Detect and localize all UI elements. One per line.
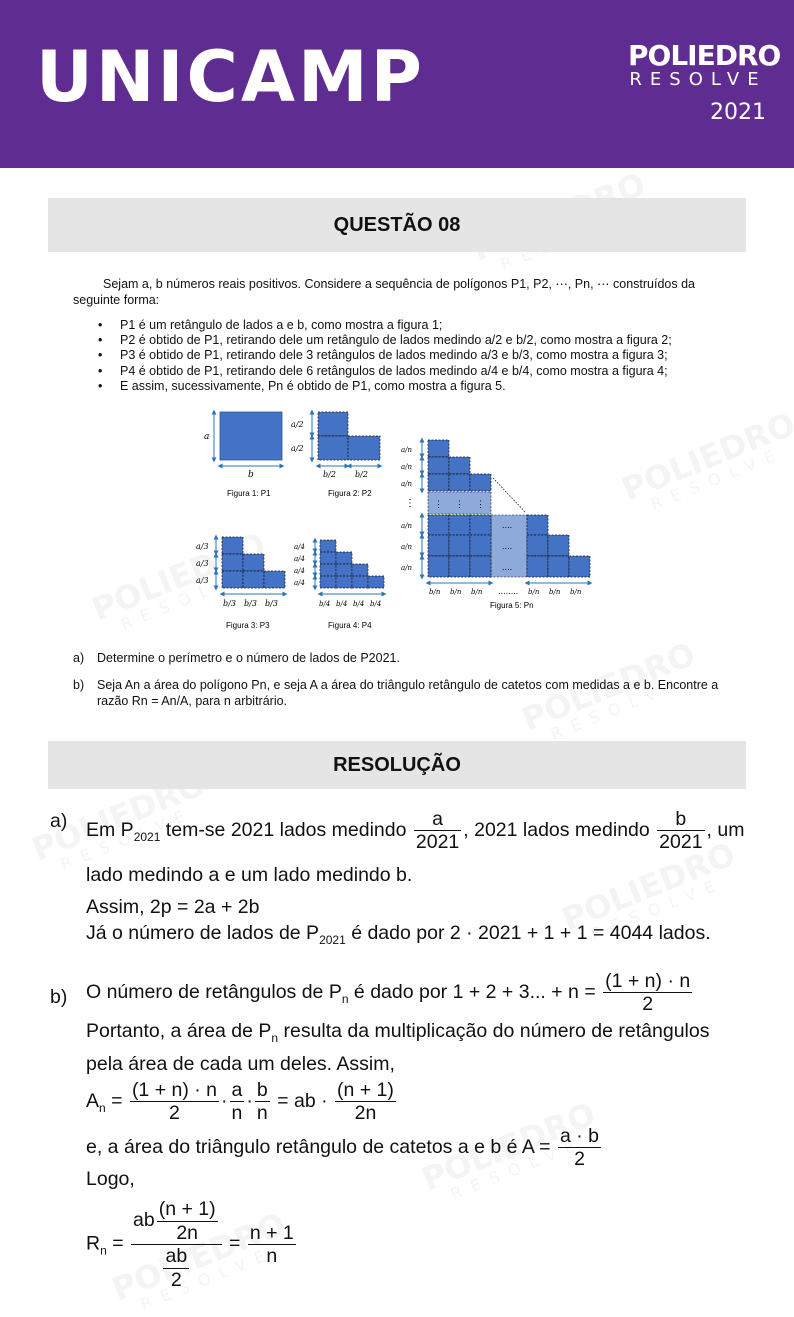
figure-3-label-b3: b/3 bbox=[244, 599, 257, 608]
fraction bbox=[157, 1198, 218, 1244]
denominator: 2 bbox=[642, 993, 654, 1016]
fraction bbox=[657, 808, 704, 854]
numerator: b bbox=[256, 1078, 268, 1101]
figure-3-polygon bbox=[222, 537, 285, 588]
figure-1-caption: Figura 1: P1 bbox=[227, 489, 271, 498]
denominator: 2n bbox=[354, 1102, 377, 1125]
text: ab · bbox=[293, 1089, 328, 1112]
text: é dado por 2 · 2021 + 1 + 1 = 4044 lados. bbox=[345, 921, 711, 944]
figure-5-polygon bbox=[428, 440, 491, 491]
figure-5-label-an: a/n bbox=[401, 564, 413, 572]
resolution-line bbox=[86, 808, 760, 854]
numerator: ab bbox=[165, 1245, 188, 1268]
resolution-part-b bbox=[50, 970, 760, 1291]
exam-title: UNICAMP bbox=[36, 36, 425, 118]
figure-3-caption: Figura 3: P3 bbox=[226, 621, 270, 630]
brand-tagline: RESOLVE bbox=[629, 69, 767, 90]
numerator: a bbox=[414, 808, 461, 831]
text: = bbox=[229, 1232, 241, 1255]
list-item: • P4 é obtido de P1, retirando dele 6 retângulos de lados medindo a/4 e b/4, como mostra a figura 4; bbox=[98, 364, 718, 379]
item-label: b) bbox=[73, 678, 85, 692]
list-item: • E assim, sucessivamente, Pn é obtido de P1, como mostra a figura 5. bbox=[98, 379, 718, 394]
fraction bbox=[603, 970, 692, 1016]
fraction bbox=[414, 808, 461, 854]
figure-3-label-b3: b/3 bbox=[223, 599, 236, 608]
item-label: a) bbox=[73, 651, 85, 665]
text: = bbox=[111, 1089, 123, 1112]
subscript: n bbox=[99, 1100, 106, 1115]
figure-5-label-an: a/n bbox=[401, 480, 413, 488]
denominator: 2n bbox=[176, 1221, 199, 1244]
numerator: n + 1 bbox=[249, 1221, 294, 1244]
figure-2-label-a2: a/2 bbox=[291, 444, 304, 453]
subscript: 2021 bbox=[319, 932, 346, 947]
brand-logo bbox=[628, 39, 781, 125]
subscript: n bbox=[271, 1030, 279, 1045]
question-intro: Sejam a, b números reais positivos. Considere a sequência de polígonos P1, P2, ⋯, Pn, ⋯ construídos da seguinte forma: bbox=[73, 277, 695, 307]
figure-3-label-b3: b/3 bbox=[265, 599, 278, 608]
text: Já o número de lados de P bbox=[86, 921, 320, 944]
figure-4-label-a4: a/4 bbox=[294, 555, 305, 563]
figure-5-vdots: ⋮ bbox=[455, 500, 464, 510]
question-item-a bbox=[73, 650, 723, 666]
header-banner bbox=[0, 0, 794, 168]
text: tem-se 2021 lados medindo bbox=[160, 819, 412, 842]
figure-5-label-an: a/n bbox=[401, 463, 413, 471]
item-text: Determine o perímetro e o número de lados de P2021. bbox=[97, 651, 400, 665]
denominator bbox=[131, 1245, 222, 1291]
resolution-line bbox=[86, 970, 760, 1016]
figure-2-polygon bbox=[318, 412, 380, 460]
list-item: • P2 é obtido de P1, retirando dele um retângulo de lados medindo a/2 e b/2, como mostra a figura 2; bbox=[98, 333, 718, 348]
numerator bbox=[131, 1198, 222, 1245]
text: resulta da multiplicação do número de retângulos bbox=[278, 1019, 710, 1042]
area-equation bbox=[86, 1079, 760, 1125]
numerator: a · b bbox=[559, 1124, 600, 1147]
fraction bbox=[130, 1079, 219, 1125]
figure-1-label-a: a bbox=[204, 432, 210, 442]
figure-4-caption: Figura 4: P4 bbox=[328, 621, 372, 630]
denominator: n bbox=[256, 1102, 268, 1125]
brand-name: POLIEDRO bbox=[628, 39, 781, 72]
numerator: (1 + n) · n bbox=[131, 1078, 218, 1101]
resolution-line: pela área de cada um deles. Assim, bbox=[86, 1052, 395, 1075]
text: · bbox=[221, 1089, 228, 1112]
figure-4-label-b4: b/4 bbox=[370, 600, 382, 608]
numerator: (n + 1) bbox=[337, 1078, 394, 1101]
figure-5-vdots: ⋮ bbox=[434, 500, 443, 510]
text: O número de retângulos de P bbox=[86, 981, 342, 1004]
text: , um bbox=[706, 819, 745, 842]
part-label: a) bbox=[50, 810, 68, 832]
figure-5-caption: Figura 5: Pn bbox=[490, 601, 534, 610]
figure-5-label-bn: b/n bbox=[549, 588, 561, 596]
figure-4-label-b4: b/4 bbox=[319, 600, 331, 608]
figure-5-dotted-diagonal bbox=[493, 478, 526, 513]
subscript: n bbox=[100, 1243, 107, 1258]
list-item: • P1 é um retângulo de lados a e b, como mostra a figura 1; bbox=[98, 318, 718, 333]
denominator: 2021 bbox=[415, 831, 460, 854]
denominator: n bbox=[266, 1245, 278, 1268]
figure-2-label-b2: b/2 bbox=[355, 470, 368, 479]
figure-3-label-a3: a/3 bbox=[196, 542, 209, 551]
figure-5-label-an: a/n bbox=[401, 543, 413, 551]
figure-4-label-a4: a/4 bbox=[294, 579, 305, 587]
compound-fraction bbox=[131, 1198, 222, 1291]
text: Em P bbox=[86, 819, 134, 842]
text: R bbox=[86, 1232, 101, 1255]
watermark-logo bbox=[618, 407, 794, 520]
text: ab bbox=[133, 1209, 155, 1232]
text: = bbox=[277, 1089, 289, 1112]
exam-year: 2021 bbox=[710, 99, 766, 125]
text: = bbox=[112, 1232, 124, 1255]
figure-1-rectangle bbox=[220, 412, 282, 460]
resolution-line bbox=[86, 1018, 760, 1051]
figure-2-caption: Figura 2: P2 bbox=[328, 489, 372, 498]
text: é dado por 1 + 2 + 3... + n = bbox=[348, 981, 596, 1004]
text: , 2021 lados medindo bbox=[463, 819, 656, 842]
fraction bbox=[255, 1079, 270, 1125]
resolution-line bbox=[86, 920, 760, 953]
polygon-figures bbox=[190, 400, 610, 640]
denominator: 2 bbox=[574, 1148, 585, 1170]
denominator: 2 bbox=[169, 1102, 180, 1125]
figure-5-label-bn: b/n bbox=[429, 588, 441, 596]
triangle-area-line bbox=[86, 1125, 760, 1171]
figure-5-hdots: ........ bbox=[498, 587, 519, 596]
figure-4-label-a4: a/4 bbox=[294, 543, 305, 551]
figure-2-label-a2: a/2 bbox=[291, 420, 304, 429]
text: e, a área do triângulo retângulo de catetos a e b é A = bbox=[86, 1135, 551, 1158]
subscript: 2021 bbox=[133, 829, 161, 844]
figure-4-polygon bbox=[320, 540, 384, 588]
figure-5-label-bn: b/n bbox=[471, 588, 483, 596]
ratio-equation bbox=[86, 1198, 760, 1291]
numerator: a bbox=[231, 1078, 243, 1101]
figure-4-label-a4: a/4 bbox=[294, 567, 305, 575]
fraction bbox=[558, 1125, 601, 1171]
text: A bbox=[86, 1089, 100, 1112]
figure-3-label-a3: a/3 bbox=[196, 576, 209, 585]
question-item-b bbox=[73, 677, 723, 709]
denominator: n bbox=[231, 1102, 243, 1125]
resolution-line: Logo, bbox=[86, 1168, 135, 1191]
fraction bbox=[230, 1079, 245, 1125]
construction-list bbox=[98, 318, 718, 394]
figure-5-vdots: ⋮ bbox=[405, 498, 415, 509]
denominator: 2021 bbox=[659, 831, 703, 854]
figure-5-label-bn: b/n bbox=[570, 588, 582, 596]
resolution-line: lado medindo a e um lado medindo b. bbox=[86, 863, 413, 886]
question-heading: QUESTÃO 08 bbox=[48, 198, 746, 252]
list-item: • P3 é obtido de P1, retirando dele 3 retângulos de lados medindo a/3 e b/3, como mostra a figura 3; bbox=[98, 348, 718, 363]
numerator: (1 + n) · n bbox=[605, 970, 691, 992]
resolution-line: Assim, 2p = 2a + 2b bbox=[86, 895, 260, 918]
part-label: b) bbox=[50, 986, 68, 1008]
numerator: b bbox=[657, 808, 704, 831]
subscript: n bbox=[341, 991, 349, 1006]
fraction bbox=[248, 1222, 296, 1268]
figure-4-label-b4: b/4 bbox=[336, 600, 348, 608]
figure-2-label-b2: b/2 bbox=[323, 470, 336, 479]
fraction bbox=[335, 1079, 396, 1125]
figure-5-label-an: a/n bbox=[401, 522, 413, 530]
fraction bbox=[163, 1245, 189, 1291]
figure-5-label-bn: b/n bbox=[528, 588, 540, 596]
figure-5-cdots: .... bbox=[502, 563, 513, 572]
text: · bbox=[246, 1089, 253, 1112]
figure-5-cdots: .... bbox=[502, 542, 513, 551]
resolution-part-a bbox=[50, 808, 760, 953]
figure-1-label-b: b bbox=[248, 470, 254, 480]
figure-4-label-b4: b/4 bbox=[353, 600, 365, 608]
figure-5-label-an: a/n bbox=[401, 446, 413, 454]
figure-3-label-a3: a/3 bbox=[196, 559, 209, 568]
numerator: (n + 1) bbox=[158, 1198, 216, 1221]
resolution-heading: RESOLUÇÃO bbox=[48, 741, 746, 789]
denominator: 2 bbox=[170, 1268, 182, 1291]
figure-5-vdots: ⋮ bbox=[476, 500, 485, 510]
figure-5-label-bn: b/n bbox=[450, 588, 462, 596]
text: Portanto, a área de P bbox=[86, 1019, 272, 1042]
figure-5-cdots: .... bbox=[502, 521, 513, 530]
item-text: Seja An a área do polígono Pn, e seja A a área do triângulo retângulo de catetos com medidas a e b. Encontre a razão Rn = An/A, para n arbitrário. bbox=[97, 678, 719, 708]
